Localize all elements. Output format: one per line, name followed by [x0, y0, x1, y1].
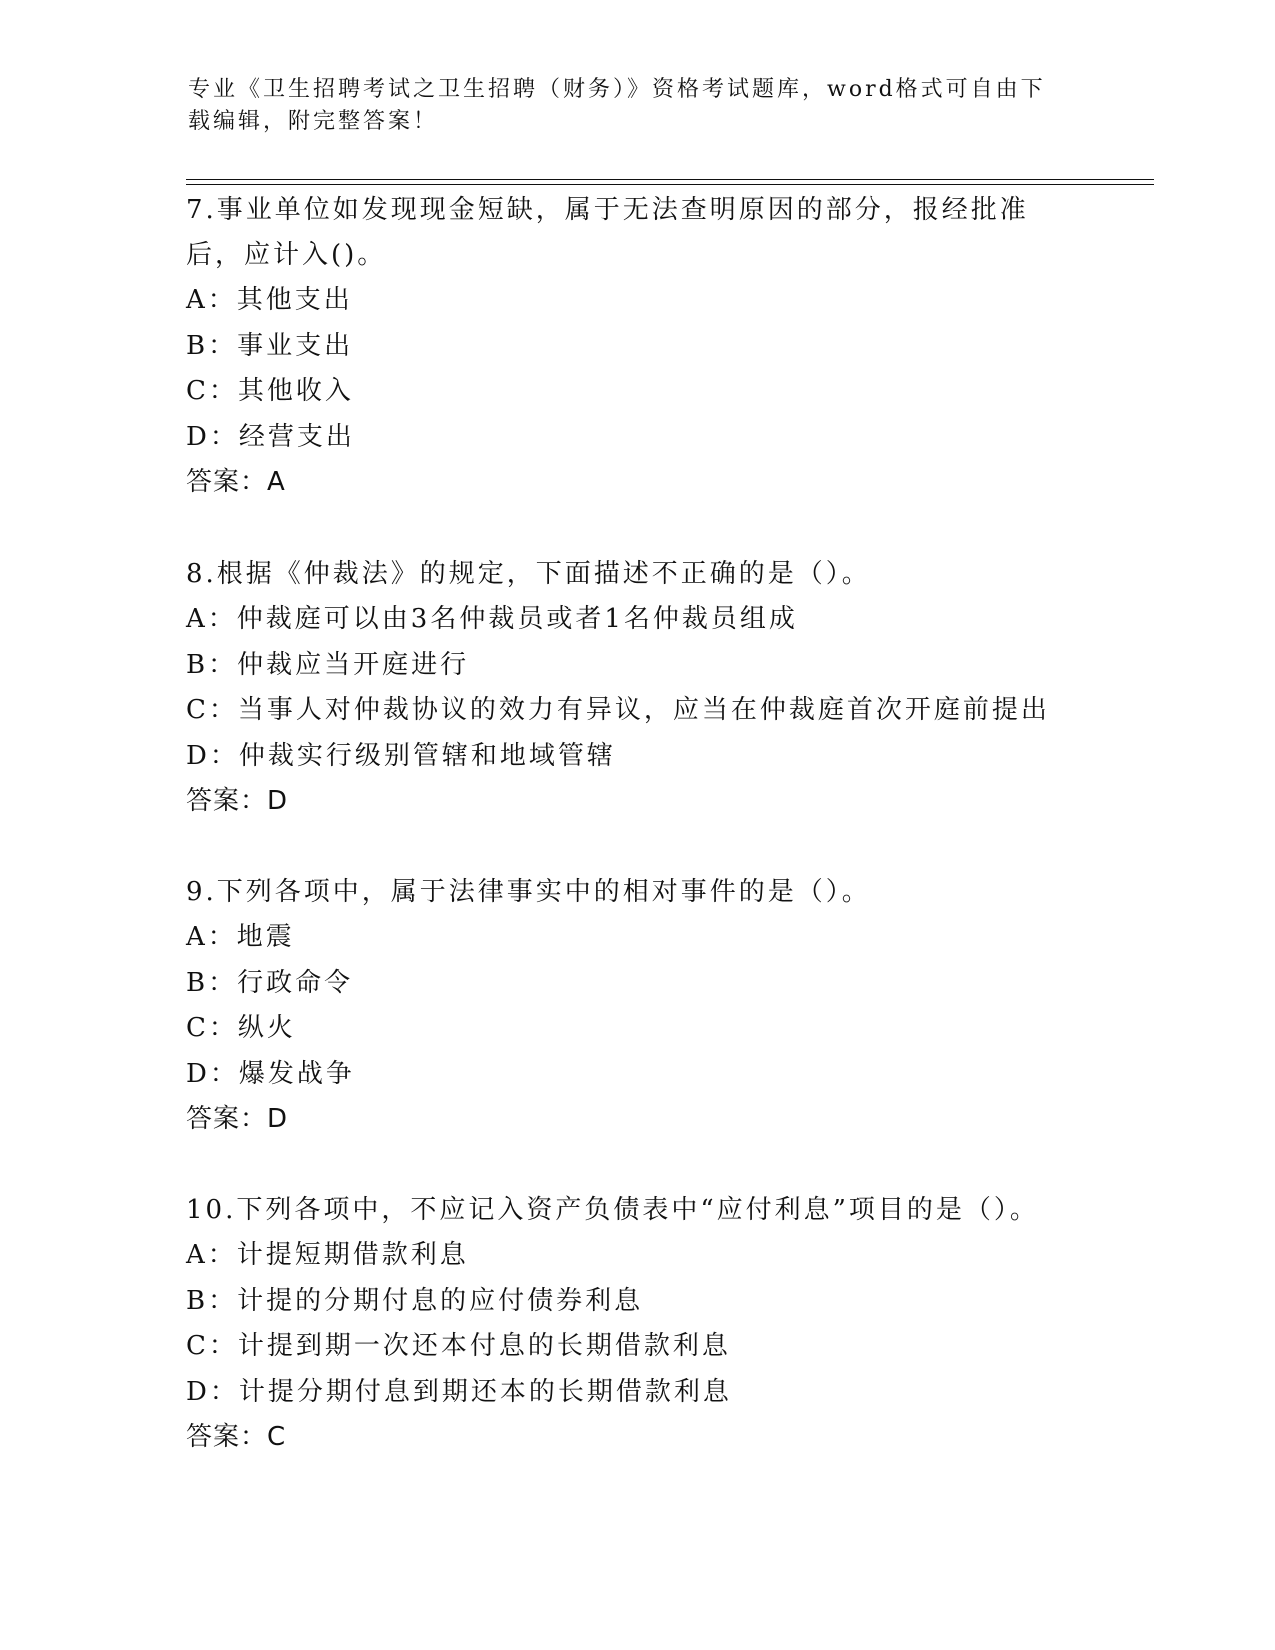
question-10 — [186, 1188, 1086, 1460]
option-a: A：仲裁庭可以由3名仲裁员或者1名仲裁员组成 — [186, 604, 798, 634]
option-b: B：行政命令 — [186, 967, 354, 998]
question-stem: 7.事业单位如发现现金短缺，属于无法查明原因的部分，报经批准后，应计入()。 — [186, 195, 1029, 270]
question-stem: 9.下列各项中，属于法律事实中的相对事件的是（）。 — [186, 877, 871, 907]
header-divider-top — [186, 179, 1154, 180]
option-d: D：计提分期付息到期还本的长期借款利息 — [186, 1376, 732, 1407]
option-a: A：其他支出 — [186, 285, 353, 315]
answer-line: 答案：A — [186, 467, 286, 497]
option-c: C：纵火 — [186, 1013, 296, 1043]
option-d: D：仲裁实行级别管辖和地域管辖 — [186, 740, 616, 771]
option-b: B：事业支出 — [186, 330, 354, 361]
answer-line: 答案：C — [186, 1422, 287, 1452]
question-stem: 8.根据《仲裁法》的规定，下面描述不正确的是（）。 — [186, 559, 871, 589]
option-b: B：仲裁应当开庭进行 — [186, 649, 470, 680]
question-stem: 10.下列各项中，不应记入资产负债表中“应付利息”项目的是（）。 — [186, 1195, 1039, 1225]
header-divider-bottom — [186, 184, 1154, 185]
question-7 — [186, 188, 1086, 505]
question-9 — [186, 870, 1086, 1142]
option-a: A：计提短期借款利息 — [186, 1240, 469, 1270]
option-c: C：计提到期一次还本付息的长期借款利息 — [186, 1331, 731, 1361]
answer-line: 答案：D — [186, 786, 289, 816]
option-c: C：其他收入 — [186, 376, 354, 406]
answer-line: 答案：D — [186, 1104, 289, 1134]
document-header: 专业《卫生招聘考试之卫生招聘（财务）》资格考试题库，word格式可自由下载编辑，附完整答案！ — [188, 77, 1046, 134]
option-b: B：计提的分期付息的应付债券利息 — [186, 1285, 644, 1316]
option-d: D：爆发战争 — [186, 1058, 355, 1089]
option-d: D：经营支出 — [186, 421, 355, 452]
option-c: C：当事人对仲裁协议的效力有异议，应当在仲裁庭首次开庭前提出 — [186, 695, 1050, 725]
question-8 — [186, 552, 1086, 824]
option-a: A：地震 — [186, 922, 295, 952]
